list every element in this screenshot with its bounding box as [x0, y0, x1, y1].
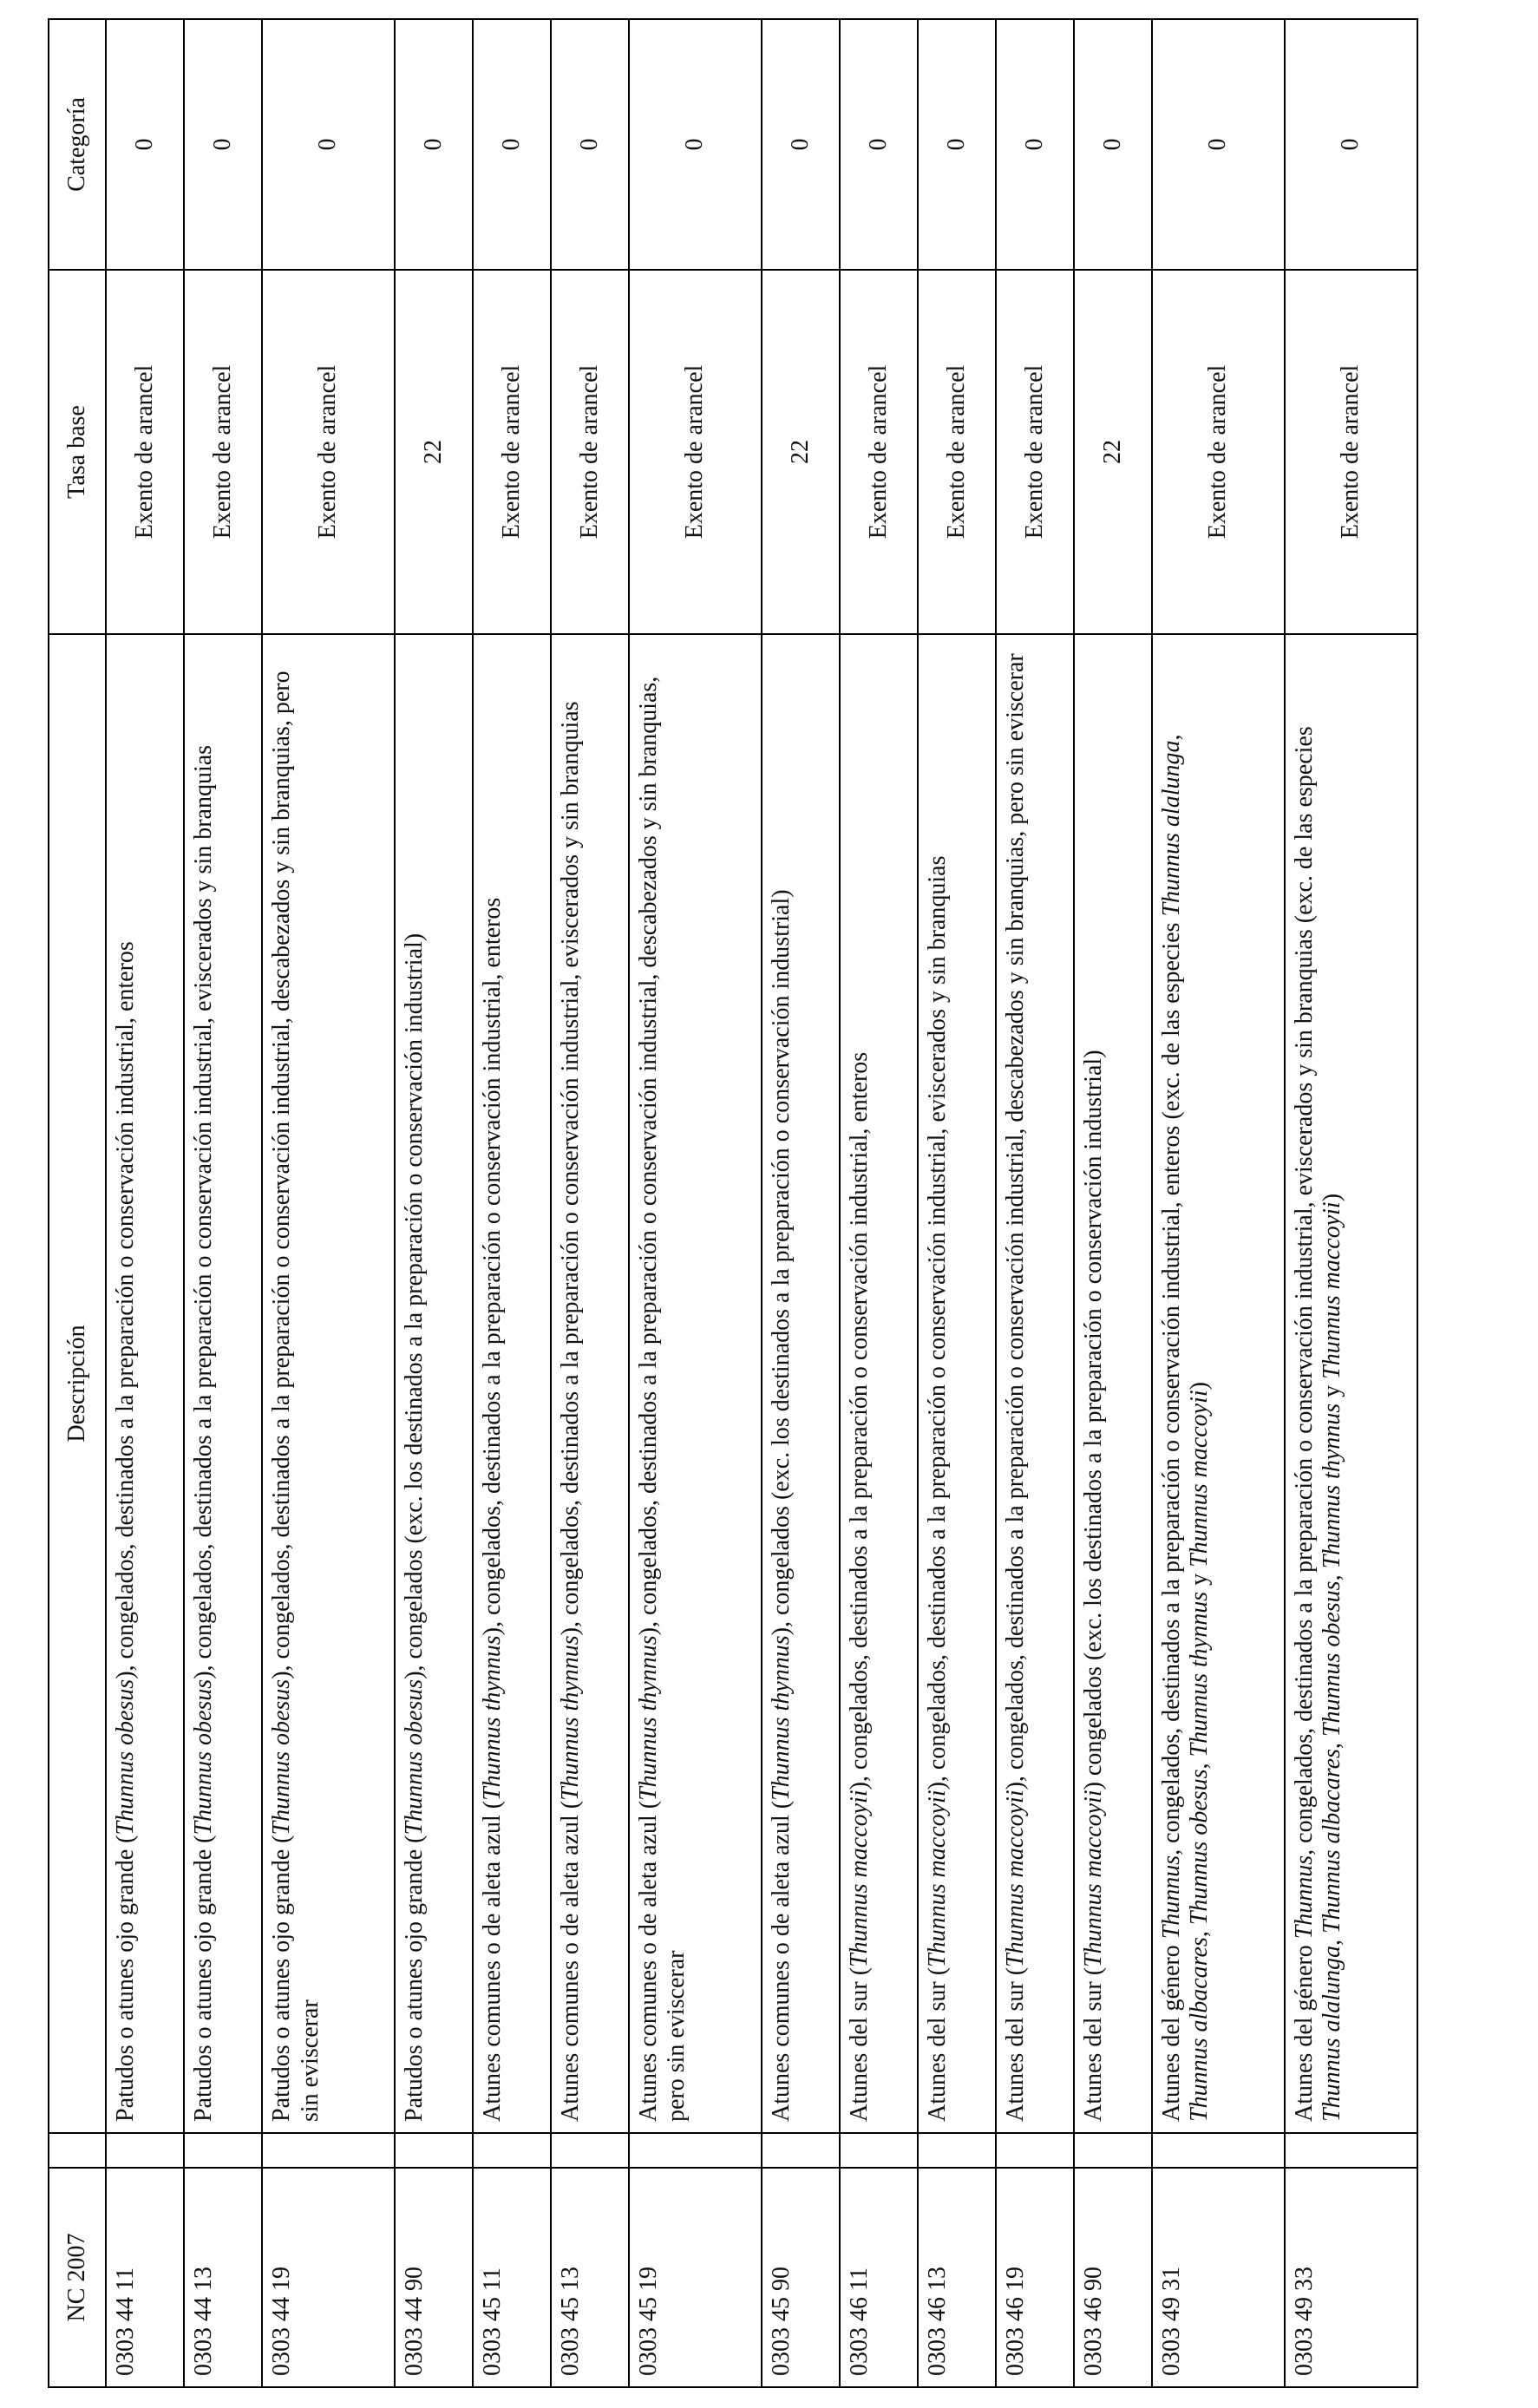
row-category: 0 [918, 19, 996, 270]
row-description [918, 634, 996, 2133]
row-code: 0303 45 13 [551, 2168, 629, 2387]
desc-text: Patudos o atunes ojo grande ( [112, 1835, 139, 2122]
species-name: Thunnus obesus [268, 1678, 296, 1835]
row-category: 0 [262, 19, 395, 270]
table-row [840, 19, 918, 2387]
row-category: 0 [106, 19, 184, 270]
row-category: 0 [629, 19, 762, 270]
species-name: Thunnus thynnus [478, 1635, 506, 1801]
species-name: Thunnus maccoyii [1079, 1790, 1107, 1967]
table-row [996, 19, 1074, 2387]
desc-text: ), congelados, destinados a la preparación o conservación industrial, descabezados y sin branquias, pero sin eviscerar [1001, 653, 1029, 1790]
row-description [551, 634, 629, 2133]
species-name: Thunnus [1158, 1855, 1185, 1940]
row-description [1074, 634, 1152, 2133]
desc-text: , [1186, 1925, 1214, 1938]
row-category: 0 [996, 19, 1074, 270]
row-code: 0303 46 90 [1074, 2168, 1152, 2387]
row-base-rate: Exento de arancel [262, 270, 395, 634]
row-category: 0 [395, 19, 473, 270]
desc-text: Atunes del género [1158, 1939, 1185, 2122]
species-name: Thunnus [1290, 1855, 1318, 1940]
header-description: Descripción [49, 634, 106, 2133]
desc-text: ), congelados (exc. los destinados a la preparación o conservación industrial) [400, 932, 428, 1679]
row-base-rate: 22 [395, 270, 473, 634]
row-category: 0 [473, 19, 551, 270]
row-code: 0303 46 13 [918, 2168, 996, 2387]
row-base-rate: 22 [1074, 270, 1152, 634]
row-code: 0303 46 11 [840, 2168, 918, 2387]
species-name: Thunnus thynnus [767, 1635, 795, 1801]
row-spacer [262, 2133, 395, 2168]
row-spacer [629, 2133, 762, 2168]
desc-text: ), congelados, destinados a la preparación o conservación industrial, eviscerados y sin branquias [190, 744, 218, 1679]
desc-text: Atunes comunes o de aleta azul ( [556, 1800, 584, 2122]
desc-text: ) [1319, 1193, 1346, 1202]
species-name: Thunnus obesus [1319, 1580, 1346, 1737]
row-spacer [551, 2133, 629, 2168]
desc-text: Atunes del sur ( [845, 1966, 873, 2122]
species-name: Thunnus maccoyii [1186, 1390, 1214, 1567]
row-base-rate: Exento de arancel [184, 270, 262, 634]
desc-text: Atunes del sur ( [1001, 1966, 1029, 2122]
table-row [395, 19, 473, 2387]
row-base-rate: Exento de arancel [918, 270, 996, 634]
row-description [1152, 634, 1285, 2133]
species-name: Thunnus thynnus [1186, 1591, 1214, 1757]
row-code: 0303 44 19 [262, 2168, 395, 2387]
desc-text: Atunes comunes o de aleta azul ( [635, 1800, 662, 2122]
species-name: Thunnus maccoyii [845, 1790, 873, 1967]
table-row [1285, 19, 1417, 2387]
row-base-rate: Exento de arancel [473, 270, 551, 634]
species-name: Thunnus obesus [112, 1678, 139, 1835]
desc-text: , congelados, destinados a la preparación o conservación industrial, eviscerados y sin branquias (exc. de las especies [1290, 726, 1318, 1855]
desc-text: ), congelados, destinados a la preparación o conservación industrial, descabezados y sin branquias, pero sin eviscerar [635, 676, 690, 2122]
row-description [184, 634, 262, 2133]
row-base-rate: 22 [762, 270, 840, 634]
row-base-rate: Exento de arancel [1285, 270, 1417, 634]
row-code: 0303 49 33 [1285, 2168, 1417, 2387]
row-code: 0303 49 31 [1152, 2168, 1285, 2387]
header-row [49, 19, 106, 2387]
desc-text: Atunes del género [1290, 1939, 1318, 2122]
table-row [1074, 19, 1152, 2387]
row-spacer [473, 2133, 551, 2168]
desc-text: , [1319, 1568, 1346, 1581]
desc-text: , [1186, 1757, 1214, 1770]
desc-text: ), congelados, destinados a la preparación o conservación industrial, enteros [845, 1051, 873, 1790]
desc-text: ), congelados, destinados a la preparación o conservación industrial, eviscerados y sin branquias [923, 855, 951, 1790]
table-row [762, 19, 840, 2387]
species-name: Thunnus maccoyii [1319, 1201, 1346, 1379]
species-name: Thunnus albacares [1319, 1749, 1346, 1934]
tariff-table [48, 18, 1418, 2388]
desc-text: ), congelados, destinados a la preparación o conservación industrial, descabezados y sin branquias, pero sin eviscerar [268, 671, 324, 2122]
table-row [184, 19, 262, 2387]
species-name: Thunnus obesus [190, 1678, 218, 1835]
row-description [395, 634, 473, 2133]
row-category: 0 [551, 19, 629, 270]
table-row [1152, 19, 1285, 2387]
species-name: Thunnus alalunga [1158, 740, 1185, 917]
row-spacer [918, 2133, 996, 2168]
row-code: 0303 45 11 [473, 2168, 551, 2387]
species-name: Thunnus maccoyii [1001, 1790, 1029, 1967]
desc-text: ) congelados (exc. los destinados a la preparación o conservación industrial) [1079, 1050, 1107, 1790]
species-name: Thunnus thynnus [1319, 1403, 1346, 1569]
desc-text: ) [1186, 1382, 1214, 1390]
row-spacer [395, 2133, 473, 2168]
desc-text: , [1319, 1933, 1346, 1946]
species-name: Thunnus obesus [1186, 1769, 1214, 1926]
table-row [629, 19, 762, 2387]
header-spacer [49, 2133, 106, 2168]
row-category: 0 [1285, 19, 1417, 270]
row-spacer [996, 2133, 1074, 2168]
desc-text: Atunes del sur ( [923, 1966, 951, 2122]
desc-text: Atunes comunes o de aleta azul ( [478, 1800, 506, 2122]
species-name: Thunnus maccoyii [923, 1790, 951, 1967]
desc-text: y [1319, 1378, 1346, 1404]
row-category: 0 [762, 19, 840, 270]
desc-text: Atunes del sur ( [1079, 1966, 1107, 2122]
row-code: 0303 45 90 [762, 2168, 840, 2387]
row-code: 0303 46 19 [996, 2168, 1074, 2387]
row-base-rate: Exento de arancel [1152, 270, 1285, 634]
row-description [996, 634, 1074, 2133]
row-category: 0 [1074, 19, 1152, 270]
table-row [106, 19, 184, 2387]
row-category: 0 [1152, 19, 1285, 270]
row-base-rate: Exento de arancel [840, 270, 918, 634]
row-spacer [1285, 2133, 1417, 2168]
row-spacer [1074, 2133, 1152, 2168]
desc-text: ), congelados, destinados a la preparación o conservación industrial, eviscerados y sin branquias [556, 701, 584, 1636]
table-row [551, 19, 629, 2387]
rotated-page [48, 20, 1418, 2388]
species-name: Thunnus alalunga [1319, 1945, 1346, 2122]
row-spacer [762, 2133, 840, 2168]
desc-text: Patudos o atunes ojo grande ( [190, 1835, 218, 2122]
species-name: Thunnus thynnus [556, 1635, 584, 1801]
row-code: 0303 45 19 [629, 2168, 762, 2387]
row-spacer [840, 2133, 918, 2168]
desc-text: , [1319, 1737, 1346, 1750]
row-code: 0303 44 11 [106, 2168, 184, 2387]
row-description [629, 634, 762, 2133]
desc-text: , [1158, 734, 1185, 741]
table-row [918, 19, 996, 2387]
row-description [762, 634, 840, 2133]
row-code: 0303 44 13 [184, 2168, 262, 2387]
desc-text: ), congelados, destinados a la preparación o conservación industrial, enteros [112, 941, 139, 1679]
row-base-rate: Exento de arancel [996, 270, 1074, 634]
row-base-rate: Exento de arancel [629, 270, 762, 634]
row-base-rate: Exento de arancel [106, 270, 184, 634]
desc-text: ), congelados (exc. los destinados a la preparación o conservación industrial) [767, 889, 795, 1636]
header-category: Categoría [49, 19, 106, 270]
row-description [262, 634, 395, 2133]
row-spacer [184, 2133, 262, 2168]
row-category: 0 [184, 19, 262, 270]
desc-text: y [1186, 1567, 1214, 1592]
row-spacer [106, 2133, 184, 2168]
row-description [473, 634, 551, 2133]
desc-text: ), congelados, destinados a la preparación o conservación industrial, enteros [478, 897, 506, 1636]
desc-text: Patudos o atunes ojo grande ( [268, 1835, 296, 2122]
table-row [473, 19, 551, 2387]
header-base-rate: Tasa base [49, 270, 106, 634]
desc-text: Atunes comunes o de aleta azul ( [767, 1800, 795, 2122]
desc-text: , congelados, destinados a la preparación o conservación industrial, enteros (exc. de las especies [1158, 916, 1185, 1855]
desc-text: Patudos o atunes ojo grande ( [400, 1835, 428, 2122]
row-description [1285, 634, 1417, 2133]
table-row [262, 19, 395, 2387]
row-code: 0303 44 90 [395, 2168, 473, 2387]
row-description [106, 634, 184, 2133]
row-description [840, 634, 918, 2133]
species-name: Thunnus obesus [400, 1678, 428, 1835]
species-name: Thunnus albacares [1186, 1937, 1214, 2122]
row-spacer [1152, 2133, 1285, 2168]
row-category: 0 [840, 19, 918, 270]
header-code: NC 2007 [49, 2168, 106, 2387]
row-base-rate: Exento de arancel [551, 270, 629, 634]
species-name: Thunnus thynnus [635, 1635, 662, 1801]
